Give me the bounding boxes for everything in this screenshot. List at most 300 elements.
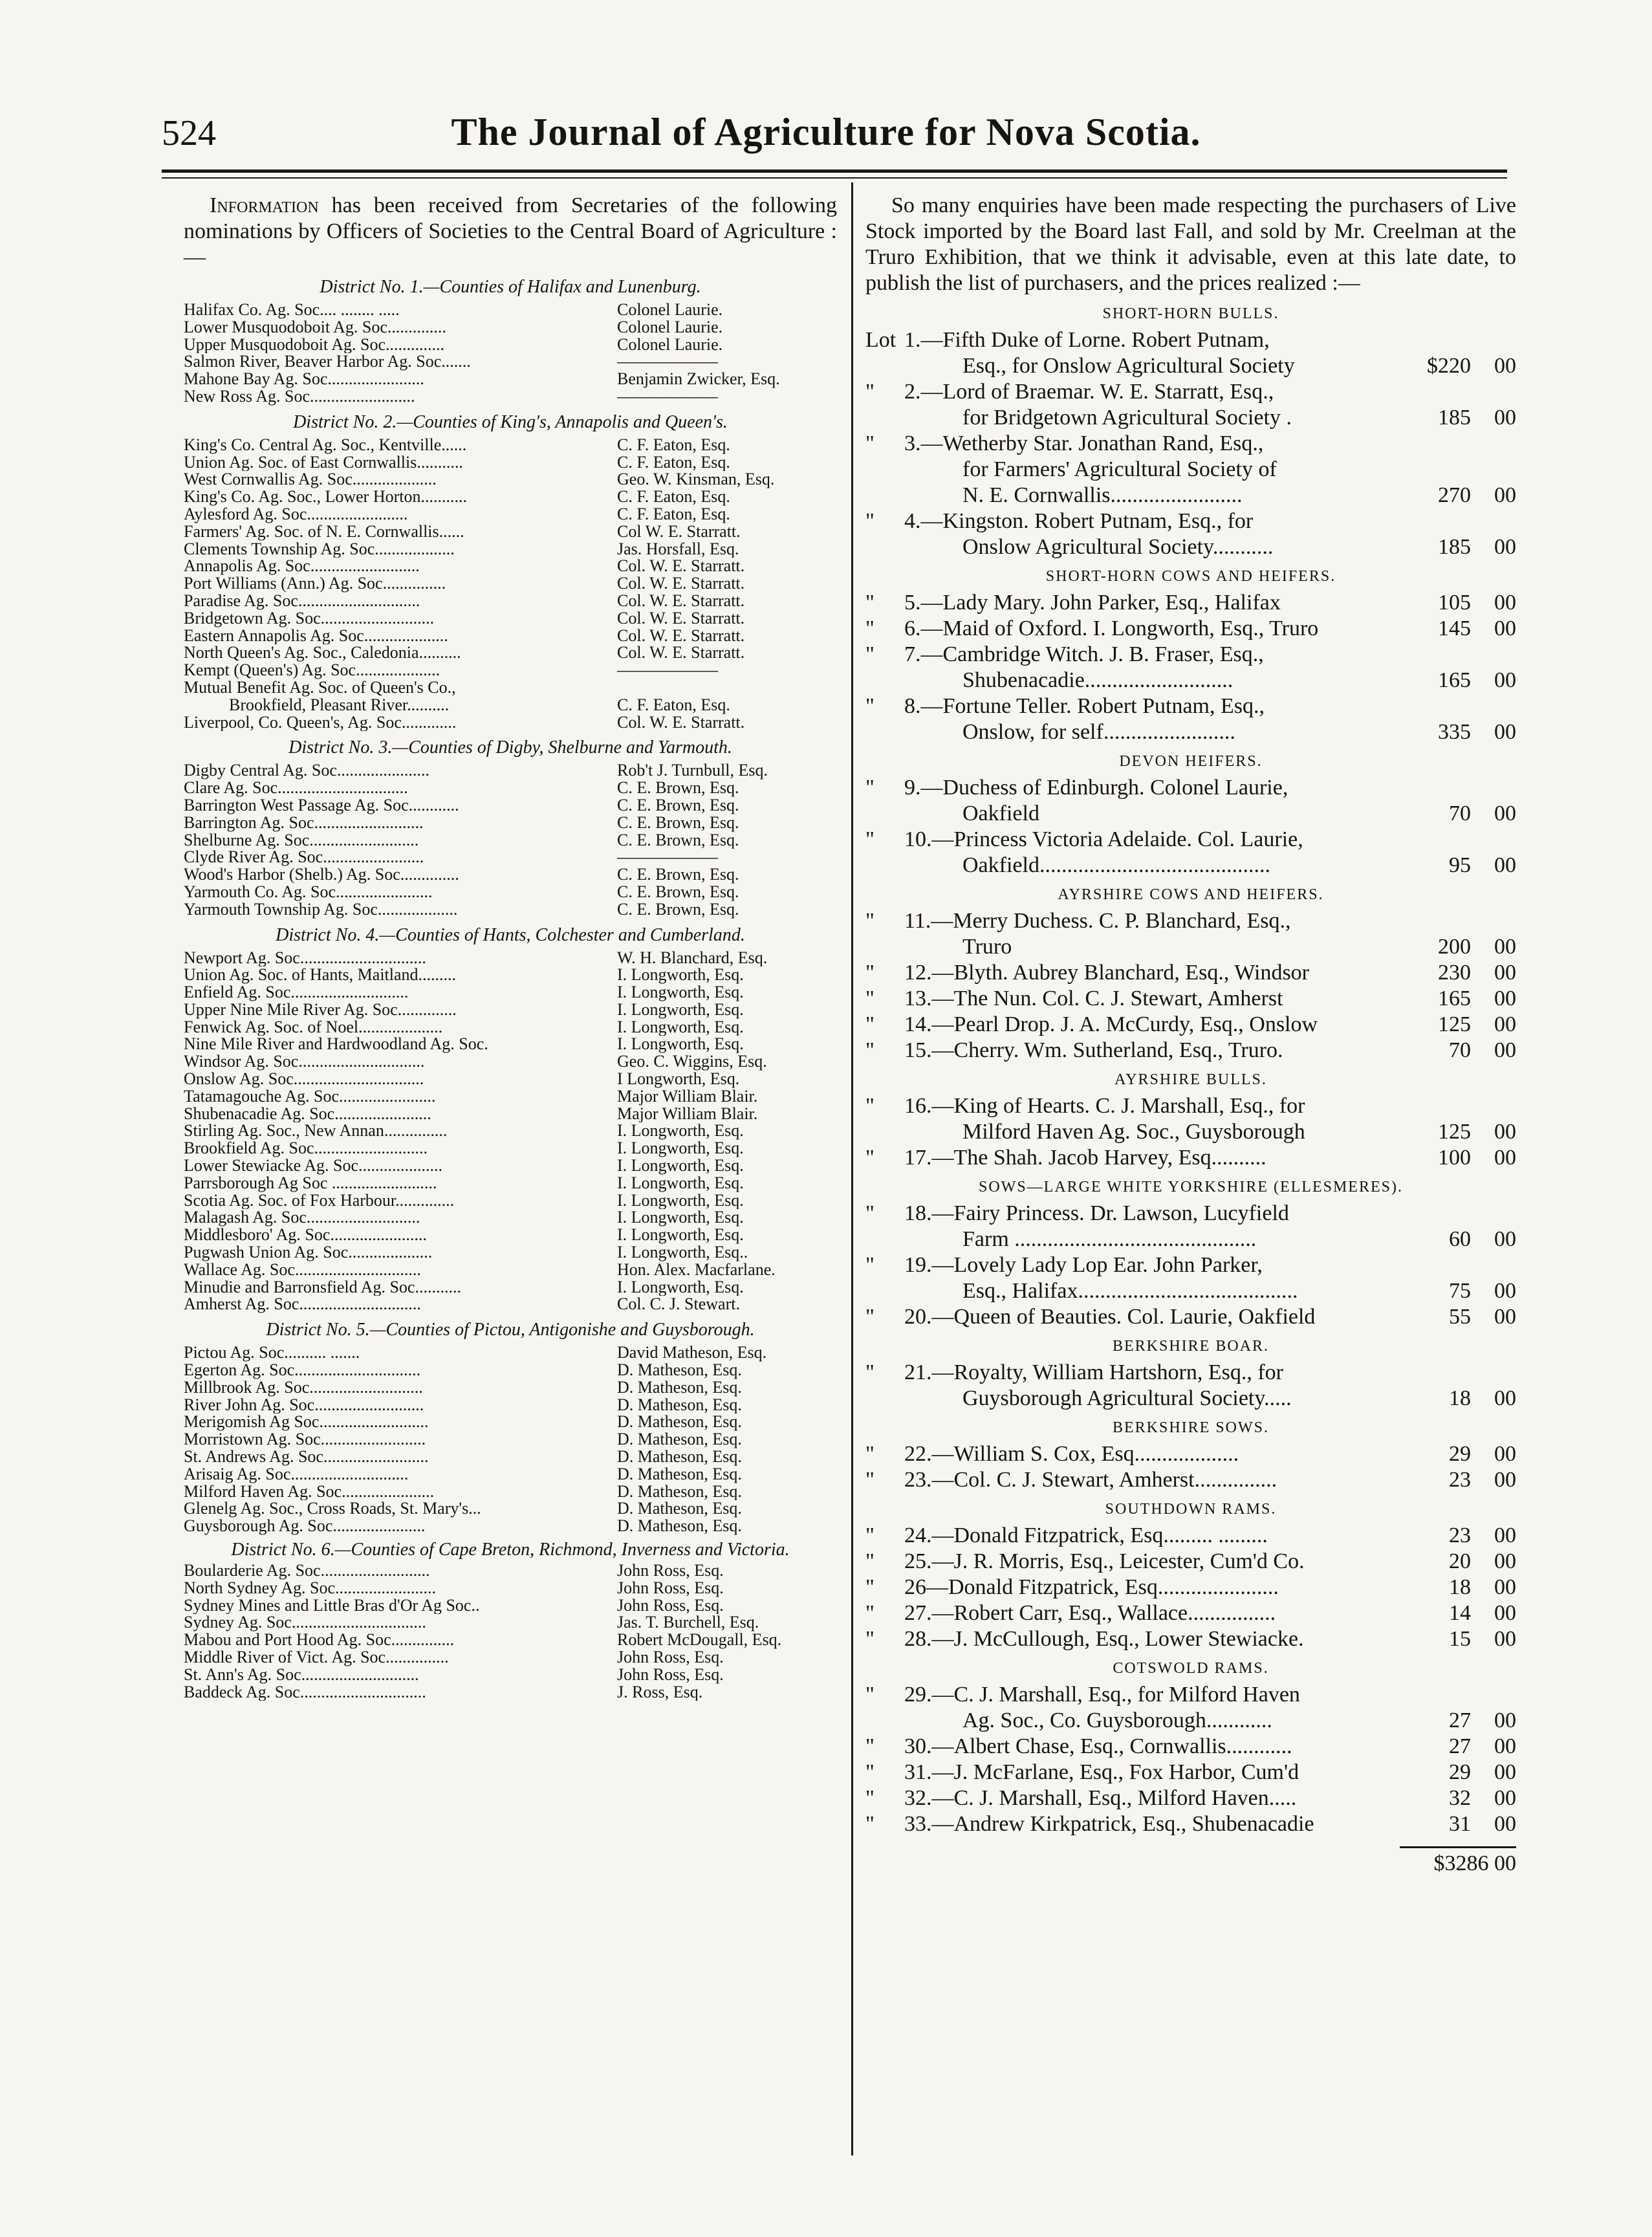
officer-name: Robert McDougall, Esq. bbox=[617, 1631, 782, 1649]
breed-heading: COTSWOLD RAMS. bbox=[1113, 1660, 1269, 1677]
price-dollars: 165 bbox=[1438, 987, 1471, 1010]
nomination-row bbox=[184, 1649, 837, 1666]
society-name: Wallace Ag. Soc.............................. bbox=[184, 1261, 421, 1279]
price-dollars: 70 bbox=[1449, 802, 1471, 825]
officer-name: Col. C. J. Stewart. bbox=[617, 1296, 740, 1314]
society-name: Newport Ag. Soc.............................. bbox=[184, 949, 426, 967]
officer-name: Colonel Laurie. bbox=[617, 336, 723, 354]
nomination-row bbox=[184, 319, 837, 336]
officer-name: Geo. W. Kinsman, Esq. bbox=[617, 471, 775, 489]
lot-description bbox=[904, 1201, 1409, 1252]
lot-mark: " bbox=[865, 827, 875, 851]
lot-description bbox=[904, 775, 1409, 827]
price-dollars: 14 bbox=[1449, 1601, 1471, 1625]
lot-price bbox=[1409, 986, 1516, 1012]
lot-description bbox=[904, 1012, 1409, 1038]
officer-name: I. Longworth, Esq. bbox=[617, 1157, 744, 1175]
lot-entry bbox=[865, 1360, 1516, 1412]
price-cents: 00 bbox=[1494, 802, 1516, 825]
breed-heading: BERKSHIRE SOWS. bbox=[1112, 1419, 1270, 1436]
lot-entry bbox=[865, 1304, 1516, 1330]
price-cents: 00 bbox=[1494, 1760, 1516, 1784]
officer-name: I. Longworth, Esq. bbox=[617, 1174, 744, 1192]
society-name: Shubenacadie Ag. Soc....................... bbox=[184, 1105, 431, 1123]
lot-line: 21.—Royalty, William Hartshorn, Esq., for bbox=[904, 1360, 1284, 1384]
price-cents: 00 bbox=[1494, 1523, 1516, 1547]
society-name: King's Co. Central Ag. Soc., Kentville...... bbox=[184, 436, 467, 454]
lot-line: Shubenacadie........................... bbox=[962, 668, 1234, 692]
lot-line: Milford Haven Ag. Soc., Guysborough bbox=[962, 1120, 1305, 1144]
lot-price bbox=[1409, 1278, 1516, 1304]
nomination-row bbox=[184, 1036, 837, 1053]
price-dollars: 100 bbox=[1438, 1146, 1471, 1170]
price-dollars: 70 bbox=[1449, 1038, 1471, 1062]
column-divider bbox=[851, 182, 853, 2155]
lot-line: Onslow, for self........................ bbox=[962, 720, 1235, 744]
total-dollars: $3286 bbox=[1433, 1851, 1489, 1875]
nomination-row bbox=[184, 1500, 837, 1518]
officer-name: I. Longworth, Esq.. bbox=[617, 1244, 748, 1261]
lot-description bbox=[904, 1785, 1409, 1811]
nomination-row bbox=[184, 832, 837, 849]
price-cents: 00 bbox=[1494, 1120, 1516, 1144]
page-number: 524 bbox=[162, 113, 216, 153]
officer-name: I. Longworth, Esq. bbox=[617, 966, 744, 985]
lot-entry bbox=[865, 775, 1516, 827]
lot-line: 26—Donald Fitzpatrick, Esq...................... bbox=[904, 1575, 1279, 1599]
lot-line: Oakfield bbox=[962, 802, 1039, 825]
officer-name: C. E. Brown, Esq. bbox=[617, 796, 739, 814]
society-name: Upper Musquodoboit Ag. Soc.............. bbox=[184, 336, 444, 354]
society-name: Egerton Ag. Soc.............................. bbox=[184, 1362, 421, 1379]
price-cents: 00 bbox=[1494, 720, 1516, 744]
lot-line: 6.—Maid of Oxford. I. Longworth, Esq., Truro bbox=[904, 617, 1319, 640]
lot-description bbox=[904, 1360, 1409, 1412]
officer-name: C. F. Eaton, Esq. bbox=[617, 505, 730, 523]
lot-line: 31.—J. McFarlane, Esq., Fox Harbor, Cum'd bbox=[904, 1760, 1299, 1784]
lot-description bbox=[904, 1093, 1409, 1145]
lot-price bbox=[1409, 960, 1516, 986]
intro-lead-word: Information bbox=[210, 193, 319, 217]
price-dollars: 185 bbox=[1438, 535, 1471, 559]
lot-entry bbox=[865, 1201, 1516, 1252]
price-dollars: 105 bbox=[1438, 591, 1471, 615]
society-name: Union Ag. Soc. of East Cornwallis........... bbox=[184, 453, 463, 472]
officer-name: C. E. Brown, Esq. bbox=[617, 900, 739, 919]
officer-name: I. Longworth, Esq. bbox=[617, 1036, 744, 1054]
nomination-row bbox=[184, 1175, 837, 1192]
nomination-row bbox=[184, 1001, 837, 1019]
society-name: Arisaig Ag. Soc............................ bbox=[184, 1465, 409, 1483]
nomination-list bbox=[184, 1562, 837, 1701]
lot-price bbox=[1409, 483, 1516, 508]
officer-name: Jas. T. Burchell, Esq. bbox=[617, 1614, 759, 1632]
lot-line: 3.—Wetherby Star. Jonathan Rand, Esq., bbox=[904, 431, 1264, 455]
nomination-row bbox=[184, 1209, 837, 1227]
society-name: Kempt (Queen's) Ag. Soc.................... bbox=[184, 662, 440, 679]
lot-mark: " bbox=[865, 1523, 875, 1547]
lot-description bbox=[904, 1441, 1409, 1467]
nomination-row bbox=[184, 1379, 837, 1397]
lot-description bbox=[904, 1145, 1409, 1171]
price-dollars: $220 bbox=[1427, 354, 1471, 378]
officer-name: —————— bbox=[617, 849, 718, 867]
society-name: Sydney Ag. Soc................................ bbox=[184, 1614, 426, 1632]
nomination-row bbox=[184, 1157, 837, 1175]
lot-mark: " bbox=[865, 909, 875, 933]
officer-name: D. Matheson, Esq. bbox=[617, 1448, 742, 1466]
lot-description bbox=[904, 960, 1409, 986]
breed-heading: SHORT-HORN COWS AND HEIFERS. bbox=[1045, 568, 1336, 585]
officer-name: I. Longworth, Esq. bbox=[617, 1001, 744, 1019]
officer-name: C. E. Brown, Esq. bbox=[617, 866, 739, 884]
nomination-row bbox=[184, 1140, 837, 1157]
society-name: Mahone Bay Ag. Soc....................... bbox=[184, 371, 424, 388]
lot-price bbox=[1409, 853, 1516, 878]
society-name: Yarmouth Township Ag. Soc................... bbox=[184, 900, 458, 919]
lot-entry bbox=[865, 642, 1516, 693]
officer-name: C. E. Brown, Esq. bbox=[617, 814, 739, 832]
lot-description bbox=[904, 1811, 1409, 1837]
price-cents: 00 bbox=[1494, 1734, 1516, 1758]
lot-entry bbox=[865, 1252, 1516, 1304]
lot-mark: " bbox=[865, 1012, 875, 1036]
price-dollars: 18 bbox=[1449, 1575, 1471, 1599]
nomination-row bbox=[184, 662, 837, 679]
society-name: Guysborough Ag. Soc...................... bbox=[184, 1518, 426, 1535]
officer-name: I Longworth, Esq. bbox=[617, 1071, 740, 1088]
lot-line: 23.—Col. C. J. Stewart, Amherst............... bbox=[904, 1468, 1277, 1492]
lot-line: Esq., Halifax........................................ bbox=[962, 1279, 1298, 1303]
lot-entry bbox=[865, 1441, 1516, 1467]
society-name: King's Co. Ag. Soc., Lower Horton........... bbox=[184, 488, 468, 506]
nomination-row bbox=[184, 610, 837, 627]
lot-description bbox=[904, 1575, 1409, 1600]
price-cents: 00 bbox=[1494, 406, 1516, 430]
society-name: Windsor Ag. Soc.............................. bbox=[184, 1053, 425, 1071]
officer-name: Col. W. E. Starratt. bbox=[617, 644, 745, 662]
lot-description bbox=[904, 1734, 1409, 1760]
nomination-list bbox=[184, 437, 837, 732]
nomination-row bbox=[184, 884, 837, 901]
officer-name: C. E. Brown, Esq. bbox=[617, 831, 739, 849]
lot-price bbox=[1409, 1708, 1516, 1734]
lot-line: 14.—Pearl Drop. J. A. McCurdy, Esq., Onslow bbox=[904, 1012, 1318, 1036]
lot-line: Oakfield.......................................... bbox=[962, 853, 1270, 877]
lot-entry bbox=[865, 1093, 1516, 1145]
lot-price bbox=[1409, 1760, 1516, 1785]
price-cents: 00 bbox=[1494, 1575, 1516, 1599]
lot-line: 9.—Duchess of Edinburgh. Colonel Laurie, bbox=[904, 776, 1288, 800]
lot-entry bbox=[865, 1626, 1516, 1652]
nomination-row bbox=[184, 644, 837, 662]
society-name: Annapolis Ag. Soc.......................... bbox=[184, 558, 420, 576]
lot-line: 7.—Cambridge Witch. J. B. Fraser, Esq., bbox=[904, 642, 1264, 666]
nomination-row bbox=[184, 1192, 837, 1210]
lot-mark: " bbox=[865, 1094, 875, 1118]
nomination-row bbox=[184, 780, 837, 797]
society-name: North Queen's Ag. Soc., Caledonia.......... bbox=[184, 644, 461, 662]
lot-line: 24.—Donald Fitzpatrick, Esq......... ......... bbox=[904, 1523, 1268, 1547]
lot-price bbox=[1409, 1549, 1516, 1575]
lot-description bbox=[904, 379, 1409, 431]
lot-price bbox=[1409, 1467, 1516, 1493]
header-rule-thick bbox=[162, 169, 1507, 173]
lot-mark: " bbox=[865, 961, 875, 985]
lot-entry bbox=[865, 1575, 1516, 1600]
society-name: Barrington West Passage Ag. Soc............ bbox=[184, 796, 459, 814]
price-cents: 00 bbox=[1494, 1601, 1516, 1625]
officer-name: Col. W. E. Starratt. bbox=[617, 592, 745, 610]
lot-price bbox=[1409, 801, 1516, 827]
officer-name: C. E. Brown, Esq. bbox=[617, 883, 739, 901]
lot-entry bbox=[865, 590, 1516, 616]
lot-mark: " bbox=[865, 1812, 875, 1836]
nomination-row bbox=[184, 1227, 837, 1244]
officer-name: Benjamin Zwicker, Esq. bbox=[617, 371, 780, 388]
society-name: Clare Ag. Soc............................... bbox=[184, 780, 408, 797]
officer-name: Jas. Horsfall, Esq. bbox=[617, 540, 739, 558]
nomination-row bbox=[184, 506, 837, 523]
officer-name: Col. W. E. Starratt. bbox=[617, 627, 745, 645]
header-rule-thin bbox=[162, 177, 1507, 179]
nomination-row bbox=[184, 950, 837, 967]
society-name: Liverpool, Co. Queen's, Ag. Soc............. bbox=[184, 714, 457, 732]
nomination-row bbox=[184, 488, 837, 506]
price-dollars: 23 bbox=[1449, 1468, 1471, 1492]
lot-entry bbox=[865, 379, 1516, 431]
lot-entry bbox=[865, 986, 1516, 1012]
nomination-row bbox=[184, 714, 837, 732]
lot-price bbox=[1409, 1145, 1516, 1171]
lot-entry bbox=[865, 1760, 1516, 1785]
journal-title: The Journal of Agriculture for Nova Scotia. bbox=[451, 111, 1201, 153]
society-name: Millbrook Ag. Soc........................... bbox=[184, 1379, 423, 1397]
nomination-row bbox=[184, 679, 837, 697]
price-cents: 00 bbox=[1494, 961, 1516, 985]
officer-name: I. Longworth, Esq. bbox=[617, 1140, 744, 1158]
society-name: Paradise Ag. Soc............................. bbox=[184, 592, 420, 610]
lot-price bbox=[1409, 534, 1516, 560]
lot-line: Ag. Soc., Co. Guysborough............ bbox=[962, 1708, 1272, 1732]
lot-price bbox=[1409, 1785, 1516, 1811]
nomination-row bbox=[184, 866, 837, 884]
lot-line: 13.—The Nun. Col. C. J. Stewart, Amherst bbox=[904, 987, 1283, 1010]
society-name: Digby Central Ag. Soc...................... bbox=[184, 762, 429, 780]
society-name: Sydney Mines and Little Bras d'Or Ag Soc.. bbox=[184, 1597, 480, 1615]
lot-line: 8.—Fortune Teller. Robert Putnam, Esq., bbox=[904, 694, 1265, 718]
society-name: Middle River of Vict. Ag. Soc............... bbox=[184, 1648, 449, 1666]
nomination-row bbox=[184, 1580, 837, 1597]
price-dollars: 60 bbox=[1449, 1227, 1471, 1251]
officer-name: John Ross, Esq. bbox=[617, 1666, 724, 1684]
lot-price bbox=[1409, 1038, 1516, 1064]
society-name: Minudie and Barronsfield Ag. Soc........... bbox=[184, 1278, 461, 1296]
nomination-list bbox=[184, 301, 837, 406]
lot-price bbox=[1409, 1012, 1516, 1038]
nomination-row bbox=[184, 849, 837, 866]
society-name: Glenelg Ag. Soc., Cross Roads, St. Mary's... bbox=[184, 1500, 481, 1518]
lot-mark: " bbox=[865, 987, 875, 1010]
society-name: St. Ann's Ag. Soc............................ bbox=[184, 1666, 419, 1684]
price-cents: 00 bbox=[1494, 1038, 1516, 1062]
price-dollars: 165 bbox=[1438, 668, 1471, 692]
breed-heading: SHORT-HORN BULLS. bbox=[1102, 305, 1279, 322]
officer-name: I. Longworth, Esq. bbox=[617, 1122, 744, 1140]
lot-description bbox=[904, 1467, 1409, 1493]
nomination-row bbox=[184, 1684, 837, 1701]
nomination-row bbox=[184, 1122, 837, 1140]
society-name: Shelburne Ag. Soc.......................... bbox=[184, 831, 419, 849]
lot-entry bbox=[865, 327, 1516, 379]
society-name: Onslow Ag. Soc............................... bbox=[184, 1071, 424, 1088]
lot-price bbox=[1409, 1119, 1516, 1145]
nomination-row bbox=[184, 1614, 837, 1631]
officer-name: W. H. Blanchard, Esq. bbox=[617, 949, 768, 967]
livestock-intro: So many enquiries have been made respecting the purchasers of Live Stock imported by the Board last Fall, and sold by Mr. Creelman at the Truro Exhibition, that we think it advisable, even at this late date, to publish the list of purchasers, and the prices realized :— bbox=[865, 193, 1516, 295]
nomination-row bbox=[184, 301, 837, 319]
lot-line: 5.—Lady Mary. John Parker, Esq., Halifax bbox=[904, 591, 1281, 615]
lot-line: 19.—Lovely Lady Lop Ear. John Parker, bbox=[904, 1253, 1263, 1277]
lot-description bbox=[904, 1760, 1409, 1785]
price-cents: 00 bbox=[1494, 1012, 1516, 1036]
nomination-row bbox=[184, 1244, 837, 1261]
lot-price bbox=[1409, 405, 1516, 431]
officer-name: Col. W. E. Starratt. bbox=[617, 609, 745, 627]
lot-line: Esq., for Onslow Agricultural Society bbox=[962, 354, 1295, 378]
officer-name: John Ross, Esq. bbox=[617, 1597, 724, 1615]
nomination-row bbox=[184, 984, 837, 1001]
lot-entry bbox=[865, 1682, 1516, 1734]
lot-price bbox=[1409, 1600, 1516, 1626]
nomination-list bbox=[184, 950, 837, 1314]
lot-line: 15.—Cherry. Wm. Sutherland, Esq., Truro. bbox=[904, 1038, 1283, 1062]
officer-name: C. F. Eaton, Esq. bbox=[617, 453, 730, 472]
nomination-row bbox=[184, 1518, 837, 1535]
nomination-row bbox=[184, 523, 837, 541]
society-name: Mabou and Port Hood Ag. Soc............... bbox=[184, 1631, 455, 1649]
lot-entry bbox=[865, 1734, 1516, 1760]
lot-entry bbox=[865, 1012, 1516, 1038]
price-dollars: 125 bbox=[1438, 1012, 1471, 1036]
nominations-column bbox=[184, 193, 837, 1702]
price-dollars: 230 bbox=[1438, 961, 1471, 985]
nomination-row bbox=[184, 1362, 837, 1379]
nomination-list bbox=[184, 1344, 837, 1535]
society-name: Union Ag. Soc. of Hants, Maitland......... bbox=[184, 966, 457, 985]
society-name: Yarmouth Co. Ag. Soc....................... bbox=[184, 883, 433, 901]
lot-line: 4.—Kingston. Robert Putnam, Esq., for bbox=[904, 509, 1254, 533]
officer-name: D. Matheson, Esq. bbox=[617, 1500, 742, 1518]
price-dollars: 29 bbox=[1449, 1760, 1471, 1784]
nomination-row bbox=[184, 797, 837, 814]
price-cents: 00 bbox=[1494, 1227, 1516, 1251]
district-heading: District No. 5.—Counties of Pictou, Antigonishe and Guysborough. bbox=[266, 1320, 755, 1340]
price-dollars: 27 bbox=[1449, 1734, 1471, 1758]
officer-name: D. Matheson, Esq. bbox=[617, 1518, 742, 1535]
nomination-row bbox=[184, 371, 837, 388]
district-heading: District No. 4.—Counties of Hants, Colchester and Cumberland. bbox=[276, 924, 745, 945]
lot-description bbox=[904, 508, 1409, 560]
price-dollars: 29 bbox=[1449, 1442, 1471, 1466]
nomination-row bbox=[184, 627, 837, 645]
price-cents: 00 bbox=[1494, 1812, 1516, 1836]
lot-description bbox=[904, 1252, 1409, 1304]
price-cents: 00 bbox=[1494, 1442, 1516, 1466]
price-cents: 00 bbox=[1494, 591, 1516, 615]
officer-name: D. Matheson, Esq. bbox=[617, 1431, 742, 1449]
price-cents: 00 bbox=[1494, 1549, 1516, 1573]
officer-name: Geo. C. Wiggins, Esq. bbox=[617, 1053, 767, 1071]
district-heading: District No. 6.—Counties of Cape Breton, Richmond, Inverness and Victoria. bbox=[231, 1540, 790, 1560]
society-name: Eastern Annapolis Ag. Soc.................... bbox=[184, 627, 448, 645]
nomination-row bbox=[184, 1448, 837, 1466]
breed-heading: DEVON HEIFERS. bbox=[1119, 753, 1263, 770]
society-name: Boularderie Ag. Soc.......................... bbox=[184, 1562, 430, 1580]
lot-mark: " bbox=[865, 1201, 875, 1225]
nomination-row bbox=[184, 1483, 837, 1501]
lot-price bbox=[1409, 1734, 1516, 1760]
society-name: Parrsborough Ag Soc ......................... bbox=[184, 1174, 437, 1192]
lot-line: 10.—Princess Victoria Adelaide. Col. Laurie, bbox=[904, 827, 1303, 851]
lot-entry bbox=[865, 1038, 1516, 1064]
officer-name: I. Longworth, Esq. bbox=[617, 1209, 744, 1227]
lot-entry bbox=[865, 508, 1516, 560]
officer-name: Col. W. E. Starratt. bbox=[617, 558, 745, 576]
nomination-row bbox=[184, 1431, 837, 1448]
society-name: Salmon River, Beaver Harbor Ag. Soc....... bbox=[184, 353, 471, 371]
society-name: Lower Stewiacke Ag. Soc.................... bbox=[184, 1157, 443, 1175]
price-dollars: 15 bbox=[1449, 1627, 1471, 1651]
breed-heading: SOWS—LARGE WHITE YORKSHIRE (ELLESMERES). bbox=[979, 1179, 1403, 1195]
society-name: Brookfield, Pleasant River.......... bbox=[229, 696, 450, 714]
society-name: Pugwash Union Ag. Soc.................... bbox=[184, 1244, 433, 1261]
nomination-row bbox=[184, 336, 837, 354]
lot-description bbox=[904, 693, 1409, 745]
officer-name: C. F. Eaton, Esq. bbox=[617, 436, 730, 454]
lot-line: N. E. Cornwallis........................ bbox=[962, 483, 1243, 507]
lot-entry bbox=[865, 1467, 1516, 1493]
officer-name: I. Longworth, Esq. bbox=[617, 1192, 744, 1210]
society-name: Wood's Harbor (Shelb.) Ag. Soc.............. bbox=[184, 866, 459, 884]
price-dollars: 335 bbox=[1438, 720, 1471, 744]
officer-name: —————— bbox=[617, 387, 718, 406]
price-dollars: 31 bbox=[1449, 1812, 1471, 1836]
price-cents: 00 bbox=[1494, 853, 1516, 877]
district-heading: District No. 1.—Counties of Halifax and Lunenburg. bbox=[320, 277, 701, 297]
society-name: Amherst Ag. Soc............................. bbox=[184, 1296, 421, 1314]
lot-mark: " bbox=[865, 1038, 875, 1062]
officer-name: D. Matheson, Esq. bbox=[617, 1379, 742, 1397]
society-name: Port Williams (Ann.) Ag. Soc............... bbox=[184, 575, 446, 593]
lot-price bbox=[1409, 719, 1516, 745]
nomination-row bbox=[184, 575, 837, 593]
breed-heading: AYRSHIRE BULLS. bbox=[1114, 1071, 1267, 1088]
society-name: Lower Musquodoboit Ag. Soc.............. bbox=[184, 318, 446, 336]
lot-line: Guysborough Agricultural Society..... bbox=[962, 1386, 1292, 1410]
officer-name bbox=[617, 679, 837, 697]
society-name: Clements Township Ag. Soc................... bbox=[184, 540, 455, 558]
lot-line: 25.—J. R. Morris, Esq., Leicester, Cum'd Co. bbox=[904, 1549, 1305, 1573]
price-dollars: 18 bbox=[1449, 1386, 1471, 1410]
price-dollars: 32 bbox=[1449, 1786, 1471, 1810]
nomination-row bbox=[184, 966, 837, 984]
nomination-row bbox=[184, 471, 837, 488]
nomination-row bbox=[184, 1088, 837, 1106]
price-cents: 00 bbox=[1494, 483, 1516, 507]
lot-description bbox=[904, 1682, 1409, 1734]
lot-description bbox=[904, 1549, 1409, 1575]
